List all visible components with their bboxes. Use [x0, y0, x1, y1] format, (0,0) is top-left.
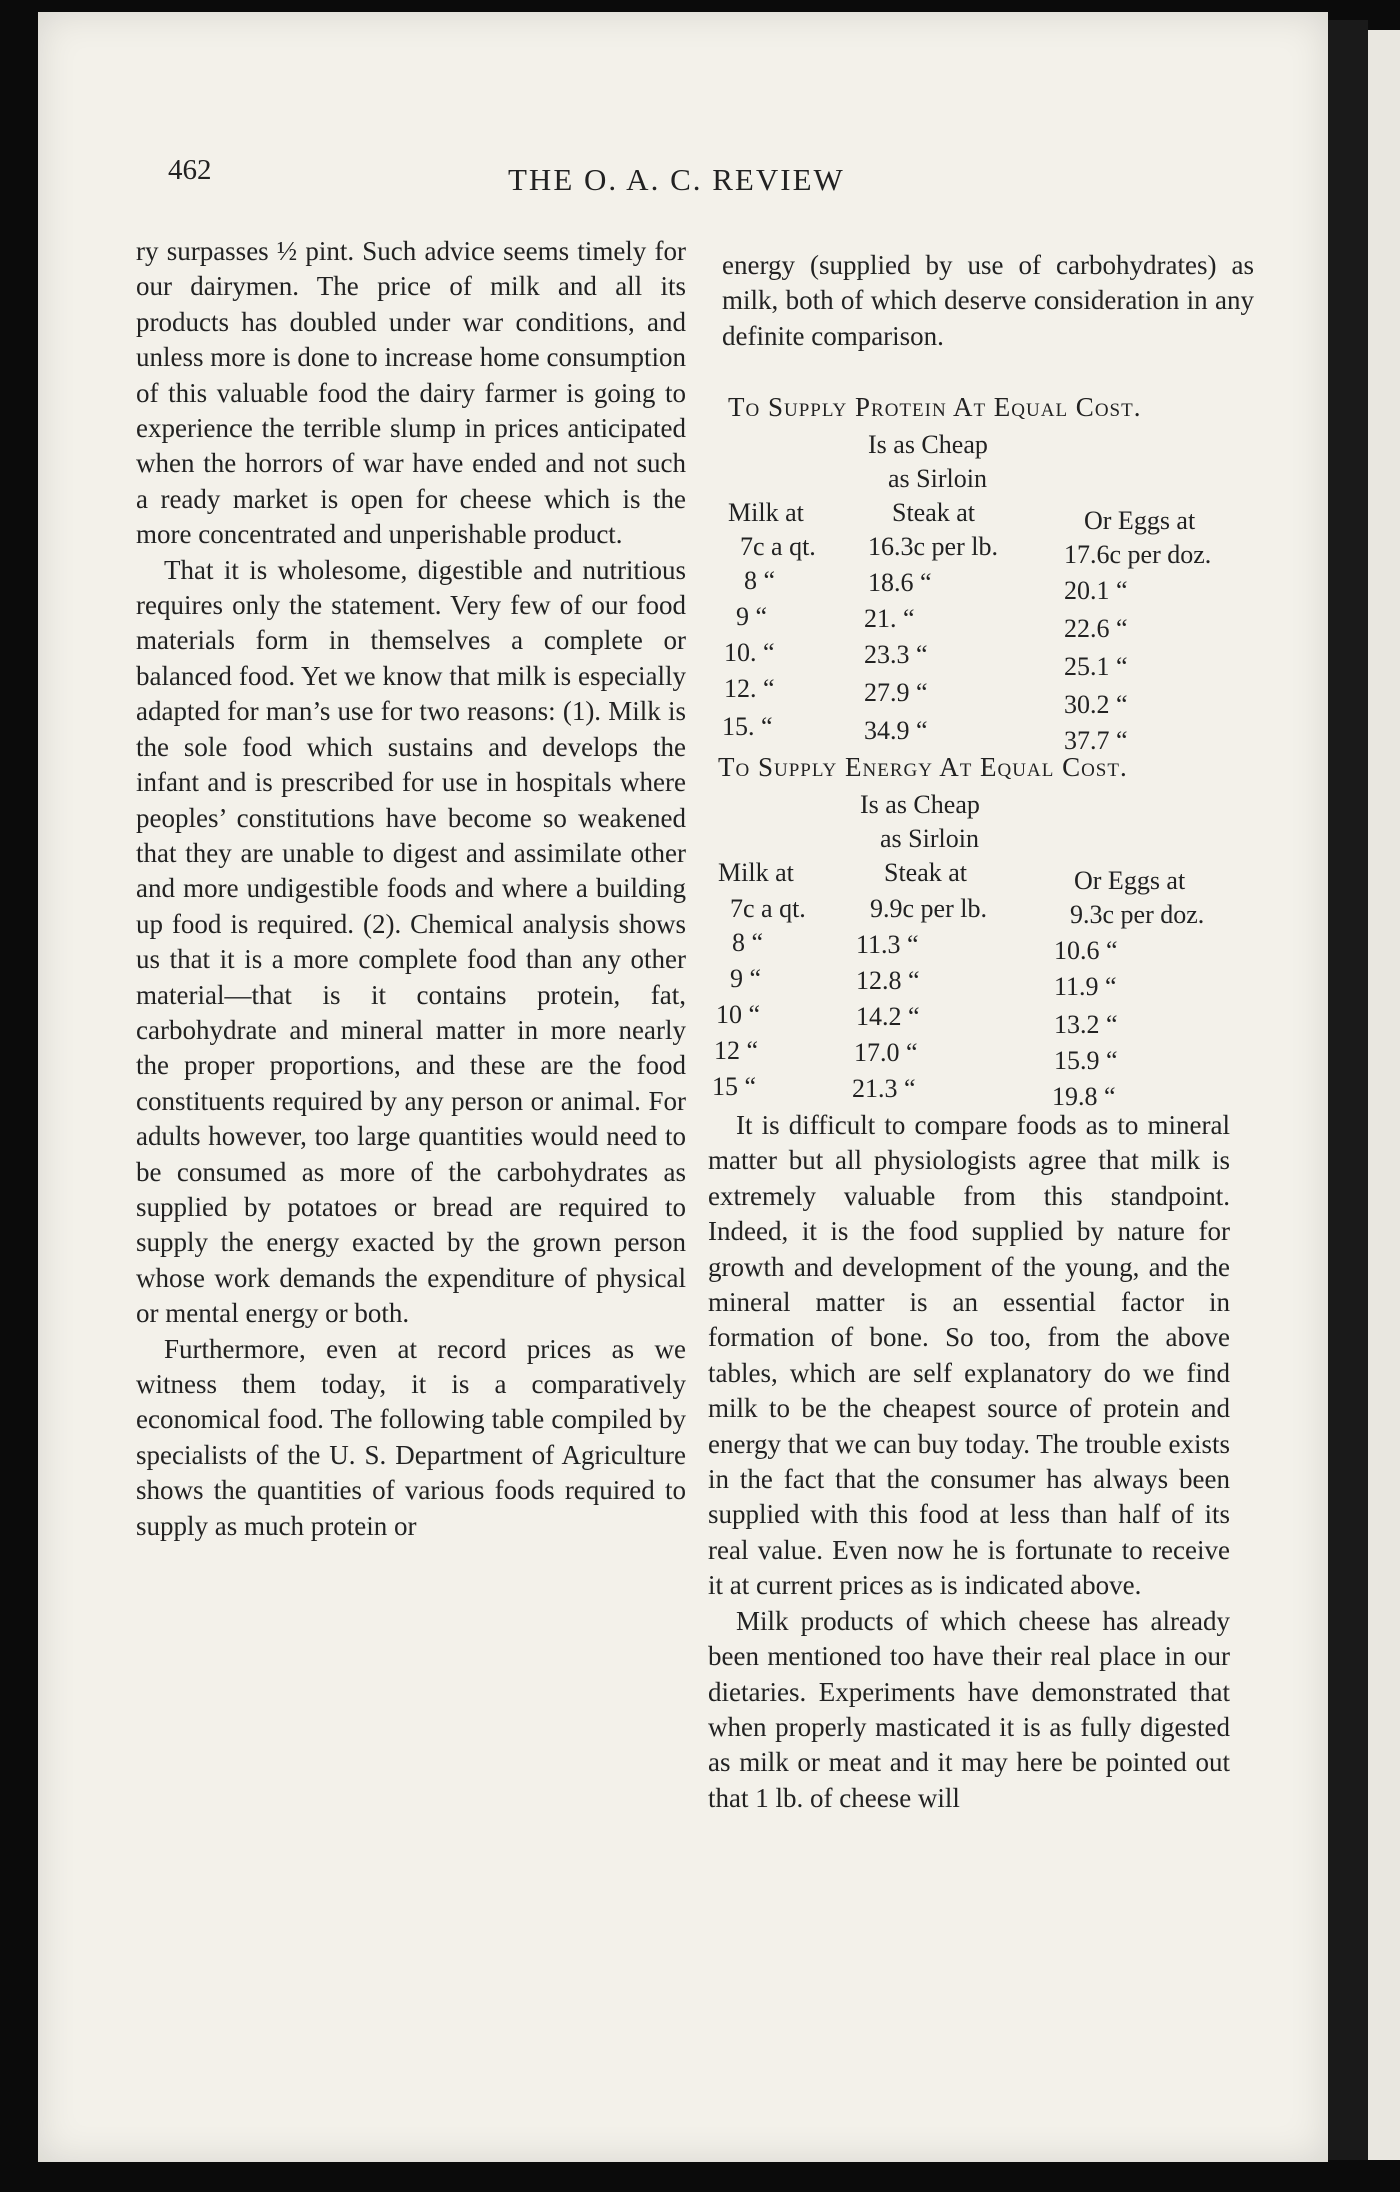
- table-cell: 12. “: [724, 674, 775, 703]
- header-cell: as Sirloin: [888, 464, 987, 493]
- table-cell: 12 “: [714, 1036, 759, 1065]
- paragraph: Furthermore, even at record prices as we witness them today, it is a comparatively economical food. The following table compiled by specialists of the U. S. Department of Agriculture shows the quantities of various foods required to supply as much protein or: [136, 1333, 686, 1541]
- right-column-body: [708, 1108, 1230, 1816]
- table-cell: 10 “: [716, 1000, 761, 1029]
- table-cell: 7c a qt.: [740, 532, 816, 561]
- header-cell: Milk at: [718, 858, 794, 887]
- table-cell: 12.8 “: [856, 966, 920, 995]
- header-cell: Or Eggs at: [1074, 866, 1186, 895]
- table-cell: 23.3 “: [864, 640, 928, 669]
- paragraph: It is difficult to compare foods as to mineral matter but all physiologists agree that milk is extremely valuable from this standpoint. Indeed, it is the food supplied by nature for growth and development of the young, and the mineral matter is an essential factor in formation of bone. So too, from the above tables, which are self explanatory do we find milk to be the cheapest source of protein and energy that we can buy today. The trouble exists in the fact that the consumer has always been supplied with this food at less than half of its real value. Even now he is fortunate to receive it at current prices as is indicated above.: [708, 1110, 1230, 1601]
- table-cell: 9.9c per lb.: [870, 894, 987, 923]
- table-cell: 21. “: [864, 604, 915, 633]
- table-cell: 27.9 “: [864, 678, 928, 707]
- table-cell: 15.9 “: [1054, 1046, 1118, 1075]
- table-cell: 18.6 “: [868, 568, 932, 597]
- table-cell: 9 “: [736, 602, 768, 631]
- header-cell: as Sirloin: [880, 824, 979, 853]
- table-cell: 8 “: [732, 928, 764, 957]
- running-head: THE O. A. C. REVIEW: [508, 162, 845, 197]
- table-cell: 37.7 “: [1064, 726, 1128, 755]
- table-cell: 19.8 “: [1052, 1082, 1116, 1111]
- left-column: [136, 234, 686, 1544]
- page-number: 462: [168, 154, 212, 186]
- table-cell: 25.1 “: [1064, 652, 1128, 681]
- table-cell: 9 “: [730, 964, 762, 993]
- table-cell: 10. “: [724, 638, 775, 667]
- header-cell: Is as Cheap: [868, 430, 988, 459]
- header-cell: Steak at: [892, 498, 976, 527]
- table-cell: 10.6 “: [1054, 936, 1118, 965]
- header-cell: Steak at: [884, 858, 968, 887]
- paragraph: That it is wholesome, digestible and nutritious requires only the statement. Very few of our food materials form in themselves a complete or balanced food. Yet we know that milk is especially adapted for man’s use for two reasons: (1). Milk is the sole food which sustains and develops the infant and is prescribed for use in hospitals where peoples’ constitutions have become so weakened that they are unable to digest and assimilate other and more undigestible foods and where a building up food is required. (2). Chemical analysis shows us that it is a more complete food than any other material—that is it contains protein, fat, carbohydrate and mineral matter in more nearly the proper proportions, and these are the food constituents required by any person or animal. For adults however, too large quantities would need to be consumed as more of the carbohydrates as supplied by potatoes or bread are required to supply the energy exacted by the grown person whose work demands the expenditure of physical or mental energy or both.: [136, 554, 686, 1329]
- header-cell: Is as Cheap: [860, 790, 980, 819]
- right-column-intro: [722, 248, 1254, 354]
- table-cell: 16.3c per lb.: [868, 532, 998, 561]
- table-cell: 14.2 “: [856, 1002, 920, 1031]
- table-cell: 11.3 “: [856, 930, 919, 959]
- table-cell: 9.3c per doz.: [1070, 900, 1205, 929]
- table-cell: 17.0 “: [854, 1038, 918, 1067]
- paragraph: energy (supplied by use of carbohydrates) as milk, both of which deserve consideration in any definite comparison.: [722, 250, 1254, 351]
- table-cell: 20.1 “: [1064, 576, 1128, 605]
- table-cell: 30.2 “: [1064, 690, 1128, 719]
- table-cell: 15. “: [722, 712, 773, 741]
- table-cell: 15 “: [712, 1072, 757, 1101]
- table-cell: 13.2 “: [1054, 1010, 1118, 1039]
- header-cell: Or Eggs at: [1084, 506, 1196, 535]
- energy-table-heading: To Supply Energy At Equal Cost.: [718, 752, 1128, 782]
- table-cell: 17.6c per doz.: [1064, 540, 1212, 569]
- paragraph: ry surpasses ½ pint. Such advice seems timely for our dairymen. The price of milk and all its products has doubled under war conditions, and unless more is done to increase home consumption of this valuable food the dairy farmer is going to experience the terrible slump in prices anticipated when the horrors of war have ended and not such a ready market is open for cheese which is the more concentrated and unperishable product.: [136, 236, 686, 550]
- table-cell: 7c a qt.: [730, 894, 806, 923]
- protein-table-heading: To Supply Protein At Equal Cost.: [728, 392, 1142, 422]
- table-cell: 34.9 “: [864, 716, 928, 745]
- adjacent-page-edge: [1368, 30, 1400, 2160]
- table-cell: 22.6 “: [1064, 614, 1128, 643]
- table-cell: 21.3 “: [852, 1074, 916, 1103]
- table-cell: 8 “: [744, 566, 776, 595]
- gutter-shadow: [1328, 20, 1368, 2160]
- header-cell: Milk at: [728, 498, 804, 527]
- table-cell: 11.9 “: [1054, 972, 1117, 1001]
- paragraph: Milk products of which cheese has already been mentioned too have their real place in our dietaries. Experiments have demonstrated that when properly masticated it is as fully digested as milk or meat and it may here be pointed out that 1 lb. of cheese will: [708, 1605, 1230, 1813]
